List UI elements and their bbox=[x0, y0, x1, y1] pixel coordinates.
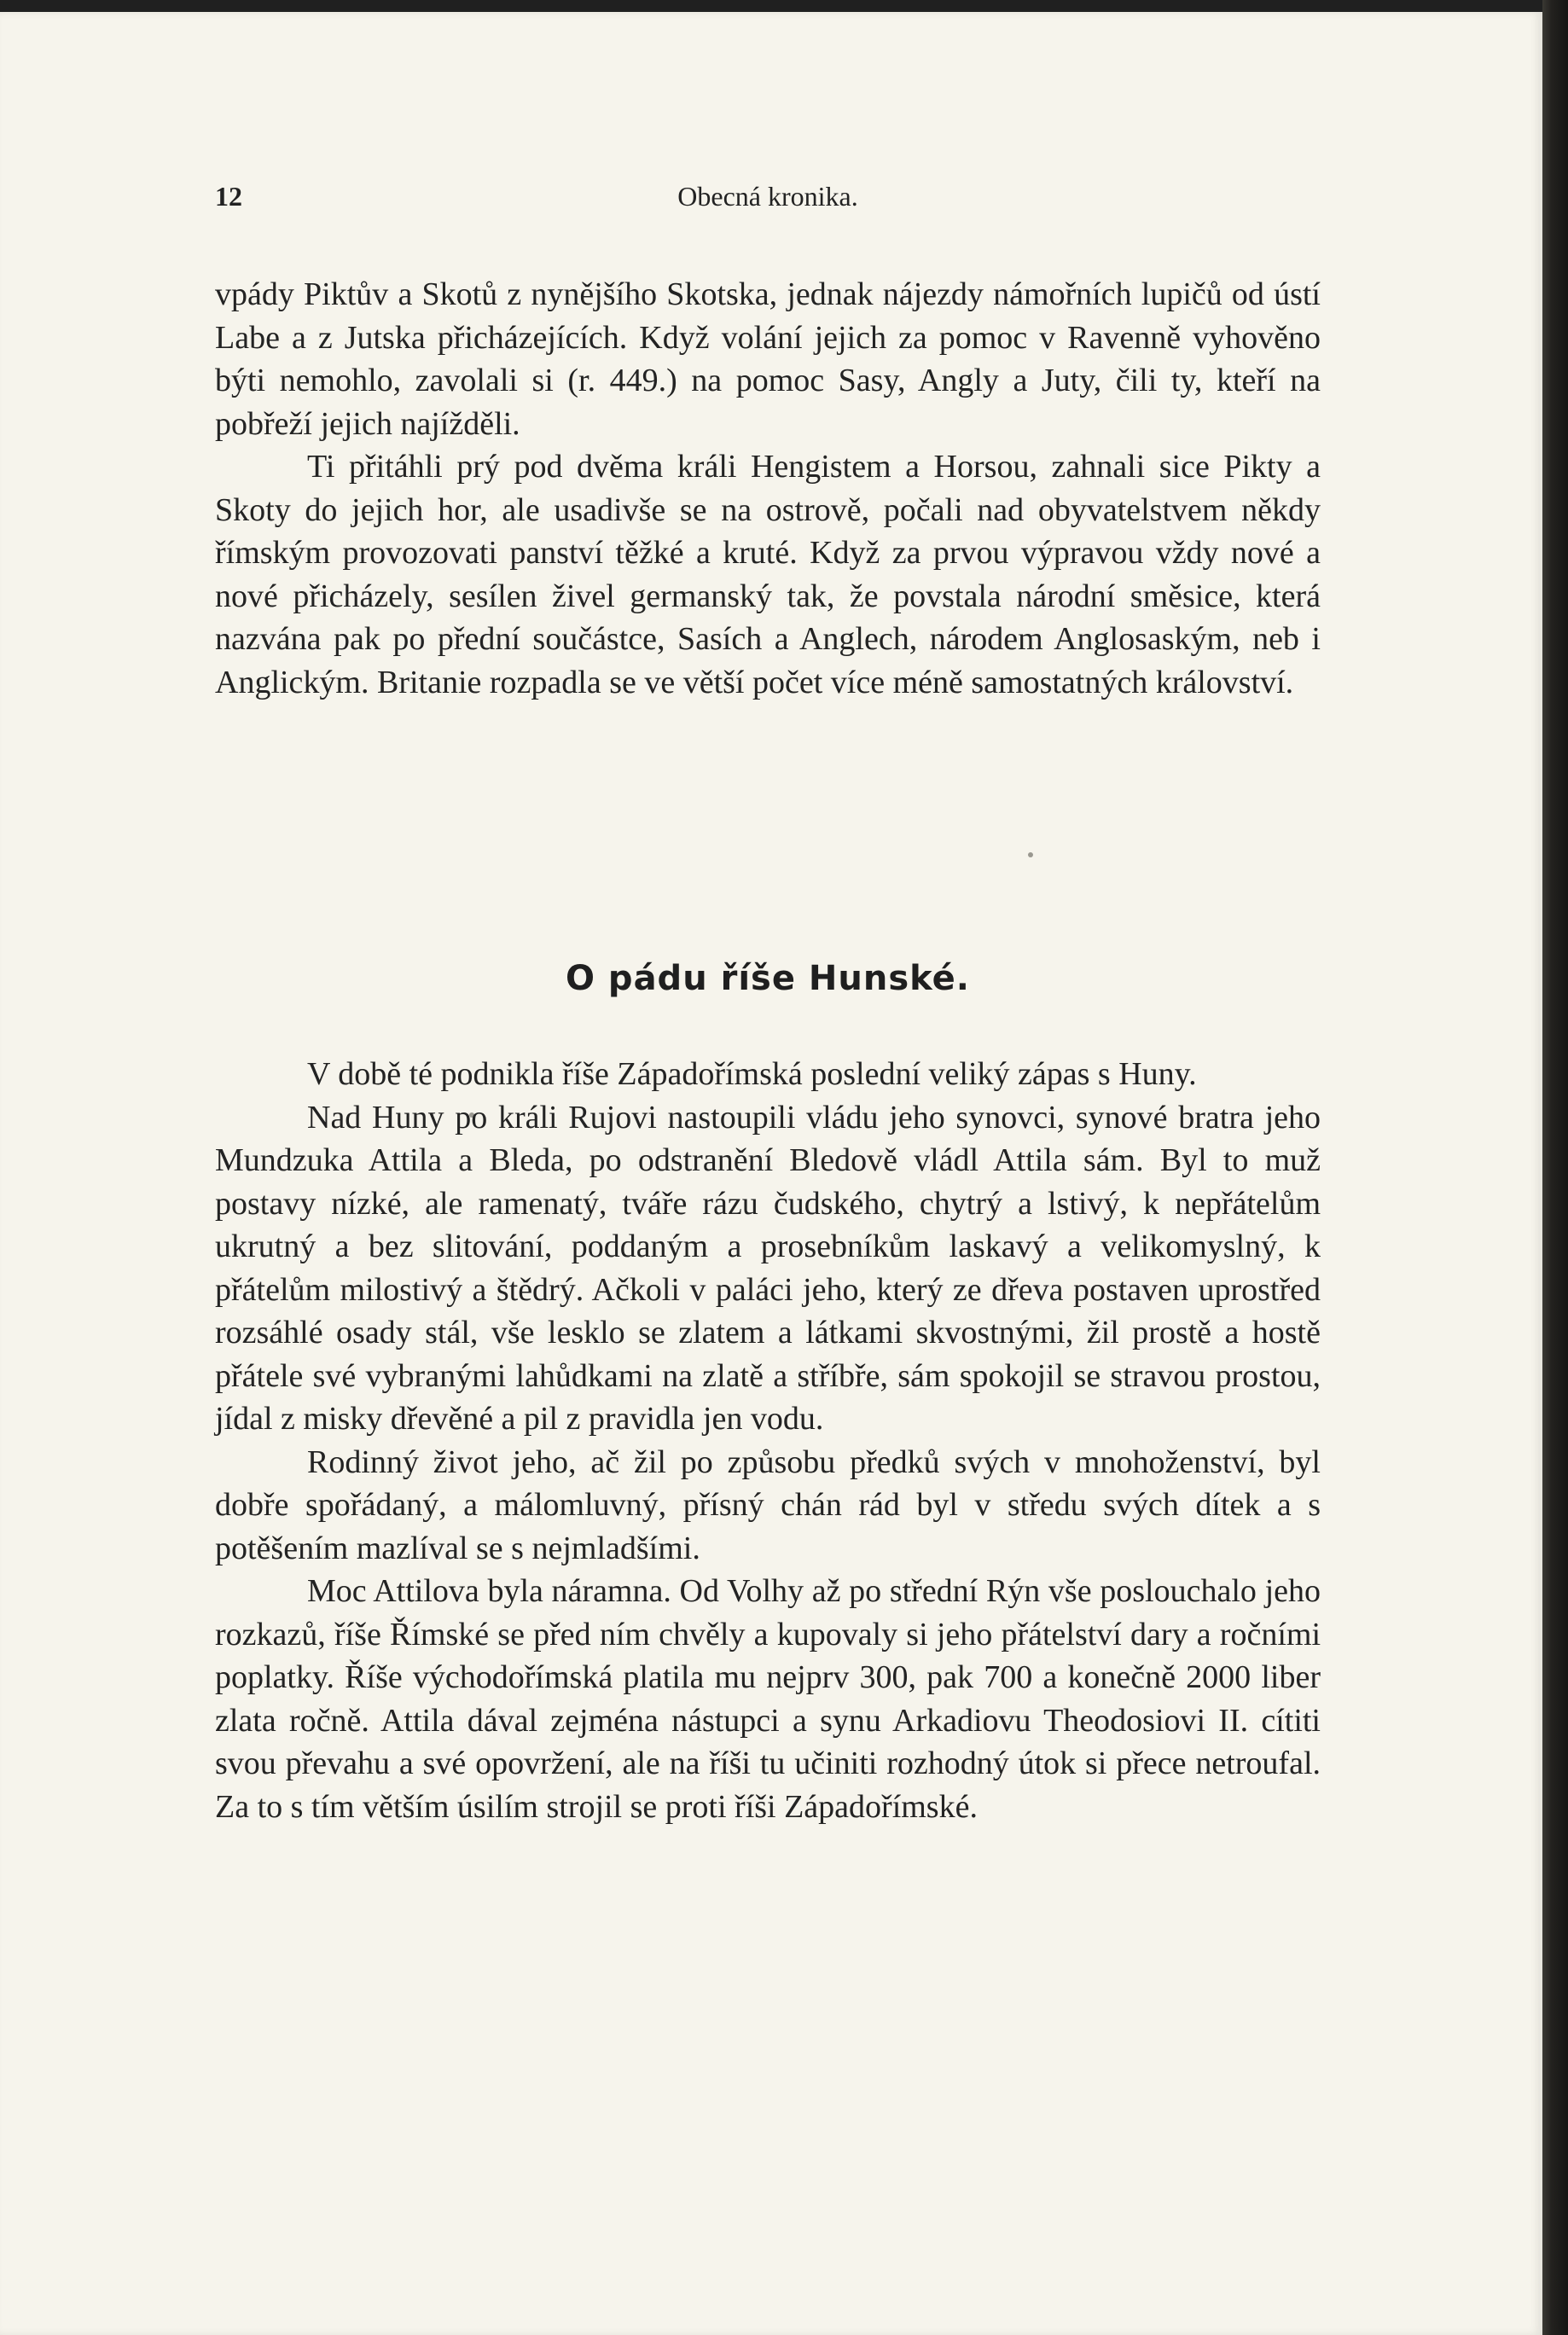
section-heading: O pádu říše Hunské. bbox=[566, 959, 970, 998]
paragraph: Ti přitáhli prý pod dvěma králi Hengistem a Horsou, zahnali sice Pikty a Skoty do jejich hor, ale usadivše se na ostrově, počali nad obyvatelstvem někdy římským provozovati panství těžké a kruté. Když za prvou výpravou vždy nové a nové přicházely, sesílen živel germanský tak, že povstala národní směsice, která nazvána pak po přední součástce, Sasích a Anglech, národem Anglosaským, neb i Anglickým. Britanie rozpadla se ve větší počet více méně samostatných království. bbox=[215, 449, 1321, 700]
scan-top-edge bbox=[0, 0, 1568, 12]
paragraph: Nad Huny po králi Rujovi nastoupili vládu jeho synovci, synové bratra jeho Mundzuka Attila a Bleda, po odstranění Bledově vládl Attila sám. Byl to muž postavy nízké, ale ramenatý, tváře rázu čudského, chytrý a lstivý, k nepřátelům ukrutný a bez slitování, poddaným a prosebníkům laskavý a velikomyslný, k přátelům milostivý a štědrý. Ačkoli v paláci jeho, který ze dřeva postaven uprostřed rozsáhlé osady stál, vše lesklo se zlatem a látkami skvostnými, žil prostě a hostě přátele své vybranými lahůdkami na zlatě a stříbře, sám spokojil se stravou prostou, jídal z misky dřevěné a pil z pravidla jen vodu. bbox=[215, 1099, 1321, 1437]
text-before-heading bbox=[215, 273, 1321, 704]
ink-speck bbox=[1028, 852, 1033, 857]
text-after-heading bbox=[215, 1053, 1321, 1828]
paragraph: Moc Attilova byla náramna. Od Volhy až po střední Rýn vše poslouchalo jeho rozkazů, říše Římské se před ním chvěly a kupovaly si jeho přátelství dary a ročními poplatky. Říše východořímská platila mu nejprv 300, pak 700 a konečně 2000 liber zlata ročně. Attila dával zejména nástupci a synu Arkadiovu Theodosiovi II. cítiti svou převahu a své opovržení, ale na říši tu učiniti rozhodný útok si přece netroufal. Za to s tím větším úsilím strojil se proti říši Západořímské. bbox=[215, 1573, 1321, 1825]
running-title: Obecná kronika. bbox=[677, 181, 858, 212]
page-number: 12 bbox=[215, 181, 242, 212]
paragraph: Rodinný život jeho, ač žil po způsobu předků svých v mnohoženství, byl dobře spořádaný, a málomluvný, přísný chán rád byl v středu svých dítek a s potěšením mazlíval se s nejmladšími. bbox=[215, 1443, 1321, 1566]
scan-right-edge bbox=[1542, 0, 1568, 2335]
paragraph: V době té podnikla říše Západořímská poslední veliký zápas s Huny. bbox=[307, 1056, 1197, 1092]
paragraph: vpády Piktův a Skotů z nynějšího Skotska, jednak nájezdy námořních lupičů od ústí Labe a z Jutska přicházejících. Když volání jejich za pomoc v Ravenně vyhověno býti nemohlo, zavolali si (r. 449.) na pomoc Sasy, Angly a Juty, čili ty, kteří na pobřeží jejich najížděli. bbox=[215, 276, 1321, 442]
page-header bbox=[215, 181, 1321, 224]
